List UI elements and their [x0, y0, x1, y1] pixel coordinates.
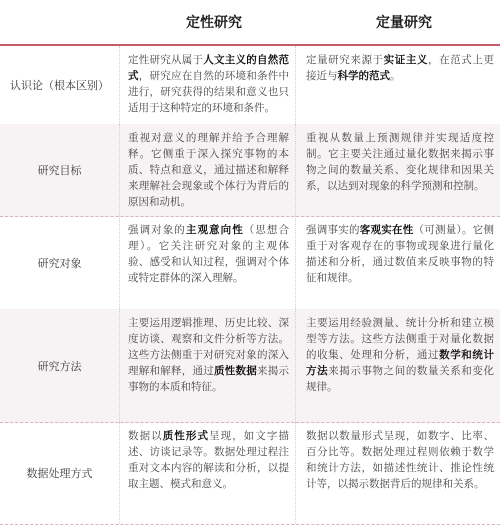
quantitative-cell — [296, 422, 500, 524]
cell-text: 定性研究从属于 — [128, 54, 204, 66]
table-row — [0, 422, 500, 525]
emphasis-text: 主观意向性 — [185, 224, 244, 236]
cell-text: 。 — [390, 70, 401, 82]
cell-text: 来揭示事物之间的数量关系和变化规律。 — [306, 365, 494, 393]
emphasis-text: 客观实在性 — [359, 224, 414, 236]
row-label: 认识论（根本区别） — [0, 46, 120, 124]
emphasis-text: 数学和统计方法 — [306, 349, 494, 377]
row-label: 研究目标 — [0, 124, 120, 216]
cell-text: 强调事实的 — [306, 224, 360, 236]
cell-text: 定量研究来源于 — [306, 54, 384, 66]
emphasis-text: 科学的范式 — [337, 70, 390, 82]
cell-text: 数据以 — [128, 430, 163, 442]
header-qualitative: 定性研究 — [186, 15, 242, 31]
emphasis-text: 实证主义 — [383, 54, 429, 66]
cell-text: ，研究应在自然的环境和条件中进行，研究获得的结果和意义也只适用于这种特定的环境和条件。 — [128, 70, 289, 114]
quantitative-cell — [296, 216, 500, 309]
cell-text: 主要运用逻辑推理、历史比较、深度访谈、观察和文件分析等方法。这些方法侧重于对研究对象的深入理解和解释，通过 — [128, 317, 289, 377]
row-label: 数据处理方式 — [0, 422, 120, 524]
emphasis-text: 质性形式 — [162, 430, 210, 442]
table-row — [0, 216, 500, 310]
qualitative-cell — [120, 46, 296, 124]
row-label: 研究方法 — [0, 309, 120, 422]
table-header — [0, 0, 500, 46]
table-row — [0, 46, 500, 125]
qualitative-cell — [120, 422, 296, 524]
table-row — [0, 309, 500, 423]
cell-text: （思想合理）。它关注研究对象的主观体验、感受和认知过程，强调对个体或特定群体的深入理解。 — [128, 224, 290, 284]
row-label: 研究对象 — [0, 216, 120, 309]
quantitative-cell — [296, 124, 500, 216]
cell-text: 呈现，如文字描述、访谈记录等。数据处理过程注重对文本内容的解读和分析，以提取主题、模式和意义。 — [128, 430, 290, 490]
cell-text: 数据以数量形式呈现，如数字、比率、百分比等。数据处理过程则依赖于数学和统计方法，如描述性统计、推论性统计等，以揭示数据背后的规律和关系。 — [306, 430, 494, 490]
cell-text: 来揭示事物的本质和特征。 — [128, 365, 289, 393]
cell-text: 重视对意义的理解并给予合理解释。它侧重于深入探究事物的本质、特点和意义，通过描述和解释来理解社会现象或个体行为背后的原因和动机。 — [128, 132, 289, 208]
table-row — [0, 124, 500, 217]
cell-text: 主要运用经验测量、统计分析和建立模型等方法。这些方法侧重于对量化数据的收集、处理和分析，通过 — [306, 317, 494, 361]
header-quantitative: 定量研究 — [376, 15, 432, 31]
quantitative-cell — [296, 46, 500, 124]
emphasis-text: 人文主义的自然范式 — [128, 54, 289, 82]
cell-text: ，在范式上更接近与 — [306, 54, 494, 82]
qualitative-cell — [120, 216, 296, 309]
qualitative-cell — [120, 309, 296, 422]
cell-text: 强调对象的 — [128, 224, 186, 236]
qualitative-cell — [120, 124, 296, 216]
cell-text: （可测量）。它侧重于对客观存在的事物或现象进行量化描述和分析，通过数值来反映事物的特征和规律。 — [306, 224, 494, 284]
emphasis-text: 质性数据 — [214, 365, 257, 377]
cell-text: 重视从数量上预测规律并实现适度控制。它主要关注通过量化数据来揭示事物之间的数量关系、变化规律和因果关系，以达到对现象的科学预测和控制。 — [306, 132, 494, 192]
quantitative-cell — [296, 309, 500, 422]
